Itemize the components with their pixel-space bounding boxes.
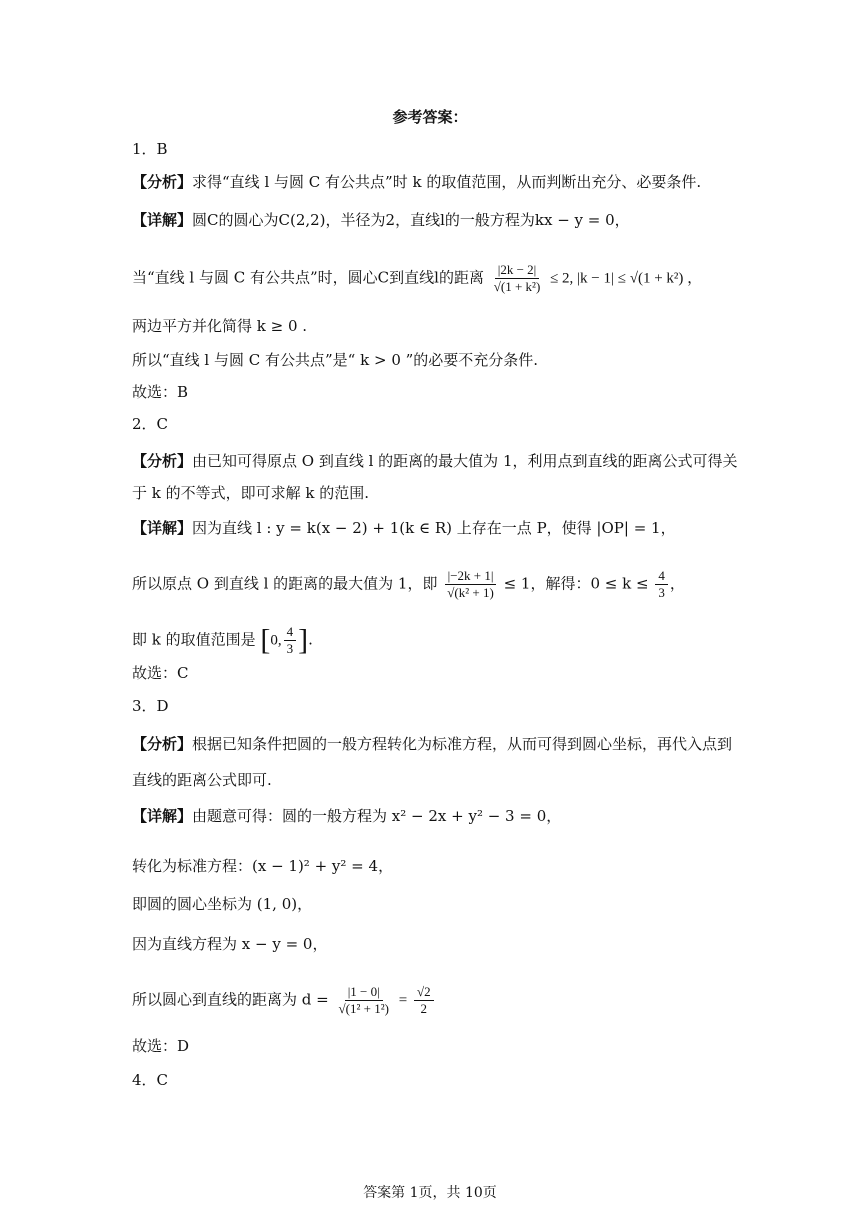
q3-result-fraction bbox=[414, 984, 434, 1017]
analysis-tag: 【分析】 bbox=[132, 735, 193, 753]
q3-detail-4: 因为直线方程为 x − y = 0， bbox=[132, 935, 328, 953]
fraction-numerator: 4 bbox=[655, 568, 668, 585]
q2-detail-1-text: 因为直线 l : y = k(x − 2) + 1(k ∈ R) 上存在一点 P，使得 |OP| = 1， bbox=[192, 519, 676, 537]
q2-interval-fraction bbox=[284, 624, 297, 657]
q2-detail-2-end: ， bbox=[669, 574, 685, 593]
q3-answer: 故选：D bbox=[132, 1037, 190, 1055]
fraction-denominator: √(k² + 1) bbox=[447, 585, 494, 600]
fraction-denominator: 2 bbox=[420, 1001, 428, 1016]
analysis-tag: 【分析】 bbox=[132, 452, 193, 470]
right-bracket: ] bbox=[298, 623, 309, 657]
q2-detail-2-mid: ≤ 1，解得：0 ≤ k ≤ bbox=[503, 574, 649, 593]
q3-detail-2: 转化为标准方程：(x − 1)² + y² = 4， bbox=[132, 857, 394, 875]
q2-analysis-2: 于 k 的不等式，即可求解 k 的范围. bbox=[132, 484, 370, 502]
equals-sign: = bbox=[398, 992, 408, 1009]
q4-number: 4．C bbox=[132, 1071, 169, 1089]
q3-detail-5-pre: 所以圆心到直线的距离为 d = bbox=[132, 990, 329, 1009]
fraction-denominator: √(1 + k²) bbox=[493, 279, 541, 294]
fraction-denominator: √(1² + 1²) bbox=[338, 1001, 389, 1016]
q1-detail-3: 两边平方并化简得 k ≥ 0 . bbox=[132, 317, 308, 335]
q1-analysis-text: 求得“直线 l 与圆 C 有公共点”时 k 的取值范围，从而判断出充分、必要条件. bbox=[192, 173, 702, 191]
q3-detail-1-text: 由题意可得：圆的一般方程为 x² − 2x + y² − 3 = 0， bbox=[192, 807, 562, 825]
fraction-numerator: |1 − 0| bbox=[345, 984, 383, 1001]
q2-detail-3-pre: 即 k 的取值范围是 bbox=[132, 630, 256, 649]
fraction-denominator: 3 bbox=[286, 641, 294, 656]
detail-tag: 【详解】 bbox=[132, 807, 193, 825]
q3-analysis-2: 直线的距离公式即可. bbox=[132, 771, 272, 789]
q3-number: 3．D bbox=[132, 697, 169, 715]
interval-left: 0, bbox=[270, 632, 282, 649]
q1-detail-2-post: ≤ 2, |k − 1| ≤ √(1 + k²) ， bbox=[550, 270, 703, 287]
fraction-numerator: √2 bbox=[414, 984, 434, 1001]
page-footer: 答案第 1页，共 10页 bbox=[363, 1185, 497, 1201]
q3-analysis-1 bbox=[132, 734, 732, 754]
analysis-tag: 【分析】 bbox=[132, 173, 193, 191]
q3-analysis-1-text: 根据已知条件把圆的一般方程转化为标准方程，从而可得到圆心坐标，再代入点到 bbox=[192, 735, 733, 753]
q2-distance-fraction bbox=[444, 568, 497, 601]
fraction-denominator: 3 bbox=[658, 585, 665, 600]
q2-detail-3 bbox=[132, 624, 313, 657]
q1-detail-2-pre: 当“直线 l 与圆 C 有公共点”时，圆心C到直线l的距离 bbox=[132, 268, 484, 287]
q1-detail-1 bbox=[132, 210, 630, 230]
page-title: 参考答案： bbox=[392, 108, 468, 126]
q2-number: 2．C bbox=[132, 415, 169, 433]
q2-bound-fraction bbox=[655, 568, 668, 601]
q1-number: 1．B bbox=[132, 140, 168, 158]
fraction-numerator: |2k − 2| bbox=[495, 262, 540, 279]
q3-detail-5 bbox=[132, 984, 436, 1017]
q2-analysis-1 bbox=[132, 451, 738, 471]
q1-analysis bbox=[132, 172, 701, 192]
detail-tag: 【详解】 bbox=[132, 519, 193, 537]
detail-tag: 【详解】 bbox=[132, 211, 193, 229]
q2-answer: 故选：C bbox=[132, 664, 189, 682]
fraction-numerator: 4 bbox=[284, 624, 297, 641]
q1-detail-2 bbox=[132, 262, 702, 295]
q2-detail-3-end: . bbox=[308, 630, 313, 649]
q3-detail-3: 即圆的圆心坐标为 (1, 0)， bbox=[132, 895, 313, 913]
q2-detail-2-pre: 所以原点 O 到直线 l 的距离的最大值为 1，即 bbox=[132, 574, 438, 593]
q1-answer: 故选：B bbox=[132, 383, 189, 401]
q1-detail-1-text: 圆C的圆心为C(2,2)，半径为2，直线l的一般方程为kx − y = 0， bbox=[192, 211, 630, 229]
q1-distance-fraction bbox=[491, 262, 544, 295]
q2-detail-1 bbox=[132, 518, 676, 538]
fraction-numerator: |−2k + 1| bbox=[445, 568, 497, 585]
left-bracket: [ bbox=[260, 623, 271, 657]
q3-detail-1 bbox=[132, 806, 561, 826]
q2-analysis-1-text: 由已知可得原点 O 到直线 l 的距离的最大值为 1，利用点到直线的距离公式可得关 bbox=[192, 452, 738, 470]
q1-detail-4: 所以“直线 l 与圆 C 有公共点”是“ k > 0 ”的必要不充分条件. bbox=[132, 351, 539, 369]
q3-distance-fraction bbox=[336, 984, 392, 1017]
q2-detail-2 bbox=[132, 568, 685, 601]
